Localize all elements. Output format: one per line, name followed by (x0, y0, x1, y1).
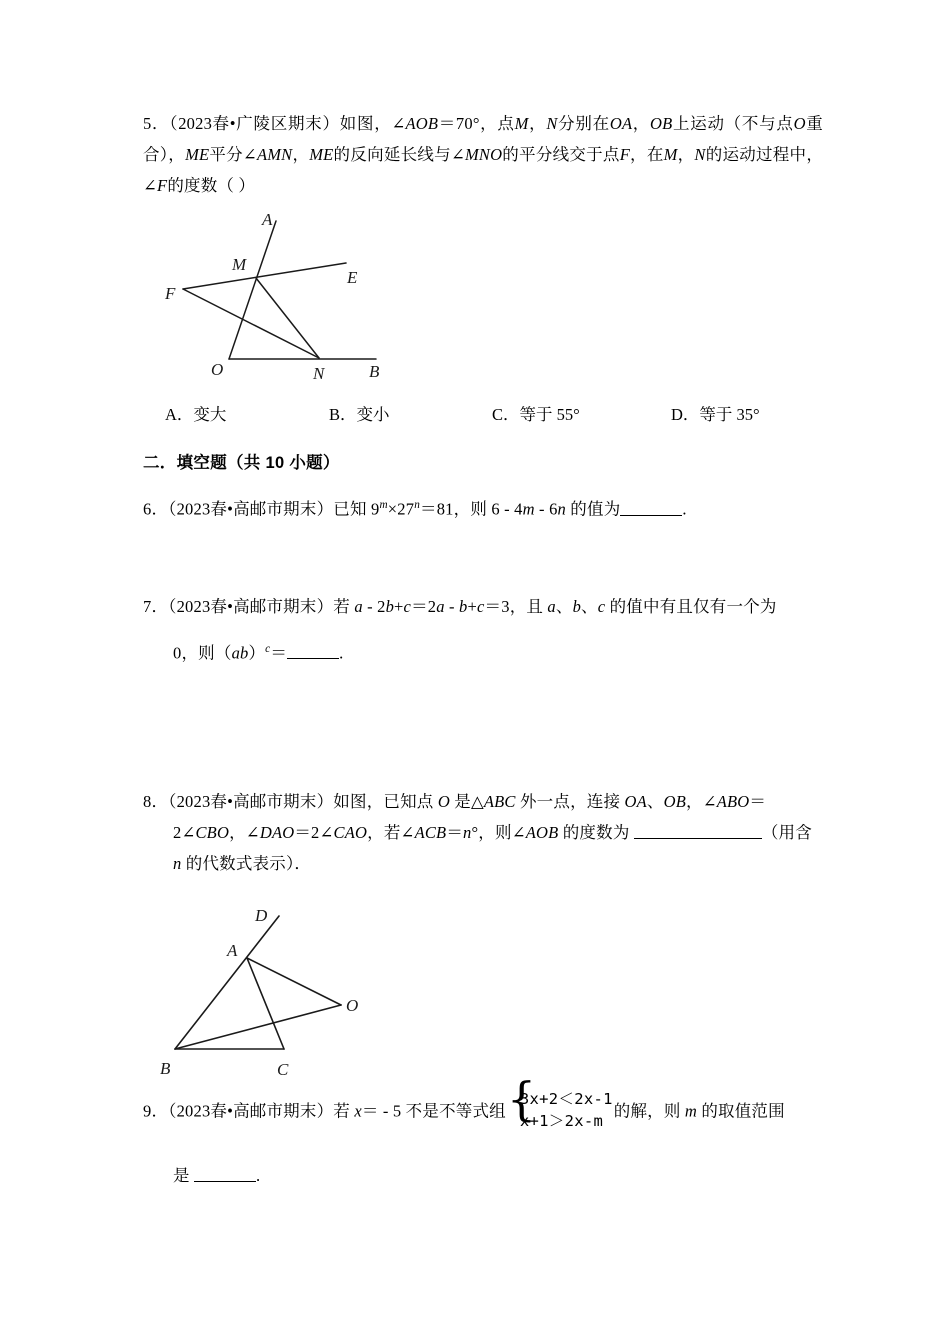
q7-text-5: - (444, 596, 460, 616)
q5-comma3: ， (292, 145, 310, 164)
question-5-text: 5．（2023春•广陵区期末）如图，∠AOB＝70°，点M，N分别在OA，OB上运动（不与点O重合），ME平分∠AMN，ME的反向延长线与∠MNO的平分线交于点F，在M，N的运动过程中，∠F的度数（ ） (143, 114, 824, 195)
label-m: M (232, 255, 247, 274)
q5-number: 5 (143, 114, 152, 133)
label-a: A (262, 210, 273, 229)
question-5-options (143, 401, 823, 427)
q8-cbo: ∠CBO (181, 823, 230, 842)
q8-text-5: ， (686, 792, 703, 811)
question-8-text: 8．（2023春•高邮市期末）如图，已知点 O 是△ABC 外一点，连接 OA、OB，∠ABO＝ (143, 792, 767, 811)
q8-abo: ∠ABO (702, 792, 750, 811)
q7-source: （2023春•高邮市期末） (168, 596, 334, 616)
q8-text-4: 、 (646, 792, 664, 811)
q5-text-4: 重合）， (143, 114, 824, 164)
q8-line2-2: ， (229, 823, 246, 842)
q7-text-9: 、 (581, 596, 598, 616)
q7-text-4: ＝2 (411, 596, 437, 616)
q6-exp-m: m (379, 499, 388, 511)
q7-b-3: b (572, 596, 582, 616)
q6-number: 6 (143, 499, 152, 519)
question-7-text: 7．（2023春•高邮市期末）若 a - 2b+c＝2a - b+c＝3，且 a、b、c 的值中有且仅有一个为 (143, 596, 777, 616)
section-2-heading: 二．填空题（共 10 小题） (143, 454, 340, 472)
q6-source: （2023春•高邮市期末） (168, 499, 334, 519)
q5-oa: OA (609, 114, 633, 133)
q8-line3-2: 的代数式表示）． (181, 854, 312, 873)
q8-abc: ABC (483, 792, 516, 811)
q6-text-5: 的值为 (565, 499, 621, 519)
q9-m: m (684, 1101, 697, 1121)
q5-text-6: 的反向延长线与 (333, 145, 451, 164)
q7-text-6: + (467, 596, 478, 616)
q8-o: O (437, 792, 450, 811)
q7-exp-c: c (265, 642, 271, 655)
q8-text-3: 外一点，连接 (515, 792, 625, 811)
spacer-after-q6 (143, 525, 823, 591)
q5-n-2: N (694, 145, 706, 164)
inequality-system (506, 1072, 613, 1134)
q8-line2-3: ＝2 (294, 823, 320, 842)
q5-text-2: 分别在 (557, 114, 610, 133)
q7-a-2: a (436, 596, 445, 616)
q9-text-4: 的取值范围 (697, 1101, 785, 1121)
q8-acb: ∠ACB (400, 823, 447, 842)
q7-c: c (403, 596, 412, 616)
q5-n: N (546, 114, 558, 133)
q7-line2-2: ） (248, 643, 266, 662)
q8-dao: ∠DAO (245, 823, 295, 842)
q7-a: a (354, 596, 363, 616)
label-b: B (160, 1059, 171, 1078)
angle-bisector-figure (143, 201, 823, 393)
q6-text-1: 已知 9 (333, 499, 380, 519)
q7-text-8: 、 (555, 596, 573, 616)
q8-line2-5: ＝ (446, 823, 464, 842)
q5-text-3: 上运动（不与点 (672, 114, 794, 133)
option-d[interactable]: D．等于 35° (671, 405, 760, 424)
q5-text-5: 平分 (209, 145, 243, 164)
label-o: O (211, 360, 224, 379)
q6-text-2: ×27 (387, 499, 415, 519)
q9-answer-blank[interactable] (194, 1165, 256, 1182)
spacer-after-q7 (143, 668, 823, 786)
q5-f: F (619, 145, 630, 164)
q6-m: m (522, 499, 535, 519)
q8-source: （2023春•高邮市期末） (168, 792, 334, 811)
angle-bisector-svg (143, 201, 563, 393)
q5-me-2: ME (309, 145, 334, 164)
q7-a-3: a (547, 596, 556, 616)
segment-ac (247, 958, 284, 1049)
q8-n-deg: n (463, 823, 472, 842)
q5-o: O (793, 114, 806, 133)
q7-ab: ab (231, 643, 249, 662)
q8-line2-1: 2 (173, 823, 182, 842)
q9-text-2: ＝ - 5 不是不等式组 (361, 1101, 506, 1121)
question-6-text: 6．（2023春•高邮市期末）已知 $9^m\times 27^n=81$，则 6 - 4m - 6n 的值为 . (143, 499, 687, 519)
label-f: F (165, 284, 176, 303)
q8-line2-8: （用含 (761, 823, 812, 842)
segment-bo (175, 1005, 341, 1049)
q7-b: b (385, 596, 395, 616)
q5-mno: ∠MNO (450, 145, 503, 164)
q6-text-3: ＝81，则 6 - 4 (420, 499, 523, 519)
q7-c-2: c (477, 596, 485, 616)
q7-text-3: + (394, 596, 404, 616)
q8-aob: ∠AOB (511, 823, 559, 842)
q9-text-3: 的解，则 (613, 1101, 685, 1121)
left-brace-icon: { (506, 1072, 537, 1126)
segment-mn (256, 278, 319, 358)
question-9-text-line2 (143, 1160, 823, 1191)
q7-text-2: - 2 (362, 596, 386, 616)
label-e: E (347, 268, 358, 287)
q5-source: （2023春•广陵区期末） (169, 114, 340, 133)
q8-line3-n: n (173, 854, 182, 873)
q5-comma4: ， (677, 145, 695, 164)
q6-exp-n: n (414, 499, 421, 511)
q9-text-1: 若 (333, 1101, 355, 1121)
q5-eq1: ＝70°，点 (438, 114, 515, 133)
q5-ob: OB (650, 114, 673, 133)
q5-text-8: ，在 (629, 145, 664, 164)
page-content (143, 108, 823, 1191)
q8-answer-blank[interactable] (634, 822, 762, 839)
q8-oa: OA (624, 792, 647, 811)
figure-2-labels (160, 906, 358, 1079)
q5-comma1: ， (528, 114, 547, 133)
q8-cao: ∠CAO (319, 823, 368, 842)
q8-line2-4: ，若 (367, 823, 401, 842)
q9-x: x (354, 1101, 362, 1121)
q5-m-2: M (663, 145, 678, 164)
question-8-text-line2 (143, 817, 823, 848)
q9-number: 9 (143, 1101, 152, 1121)
q7-text-7: ＝3，且 (484, 596, 548, 616)
q5-angle-aob: ∠AOB (391, 114, 439, 133)
line-fme (183, 263, 346, 289)
q8-line2-6: °，则 (471, 823, 512, 842)
q8-line2-7: 的度数为 (558, 823, 634, 842)
triangle-abc-svg (143, 897, 443, 1082)
q7-text-1: 若 (333, 596, 355, 616)
q8-number: 8 (143, 792, 152, 811)
inequality-1: 3x+2＜2x-1 (519, 1090, 613, 1108)
question-9-text: 9．（2023春•高邮市期末）若 x＝ - 5 不是不等式组 { 3x+2＜2x-1 x+1＞2x-m 的解，则 m 的取值范围 (143, 1088, 823, 1134)
q5-m: M (514, 114, 529, 133)
q9-period: . (256, 1166, 261, 1185)
q5-text-9: 的运动过程中， (705, 145, 824, 164)
q5-text-1: 如图， (339, 114, 392, 133)
q7-c-3: c (597, 596, 606, 616)
q8-text-2: 是△ (449, 792, 484, 811)
q6-answer-blank[interactable] (620, 499, 682, 516)
q5-me-1: ME (185, 145, 210, 164)
line-bad (175, 916, 279, 1049)
label-a: A (227, 941, 238, 960)
q7-b-2: b (459, 596, 468, 616)
q7-period: . (339, 643, 344, 662)
q5-text-10: 的度数（ ） (167, 176, 256, 195)
label-c: C (277, 1060, 289, 1079)
question-8-text-line3 (143, 848, 823, 879)
q7-answer-blank[interactable] (287, 642, 339, 659)
inequality-2: x+1＞2x-m (519, 1112, 604, 1130)
q6-period: . (682, 499, 687, 519)
q7-line2-3: ＝ (270, 643, 288, 662)
ray-oa-line (229, 221, 276, 359)
q7-line2-1: 0，则（ (173, 643, 232, 662)
q9-source: （2023春•高邮市期末） (168, 1101, 334, 1121)
option-b[interactable]: B．变小 (329, 405, 390, 424)
q8-text-1: 如图，已知点 (333, 792, 438, 811)
q7-text-10: 的值中有且仅有一个为 (605, 596, 777, 616)
q8-text-6: ＝ (749, 792, 767, 811)
q5-angle-f: ∠F (143, 176, 168, 195)
q9-line2-1: 是 (173, 1166, 195, 1185)
segment-ao (247, 958, 341, 1005)
label-o: O (346, 996, 359, 1015)
q6-text-4: - 6 (534, 499, 558, 519)
segment-fn (183, 289, 319, 358)
option-c[interactable]: C．等于 55° (492, 405, 580, 424)
q7-number: 7 (143, 596, 152, 616)
q5-text-7: 的平分线交于点 (502, 145, 620, 164)
triangle-abc-figure (143, 897, 823, 1082)
label-b: B (369, 362, 380, 381)
label-d: D (255, 906, 268, 925)
q5-amn: ∠AMN (242, 145, 293, 164)
q6-n: n (557, 499, 566, 519)
q5-comma2: ， (632, 114, 651, 133)
q8-ob: OB (663, 792, 687, 811)
question-7-text-line2 (143, 634, 823, 669)
option-a[interactable]: A．变大 (165, 405, 227, 424)
label-n: N (313, 364, 325, 383)
